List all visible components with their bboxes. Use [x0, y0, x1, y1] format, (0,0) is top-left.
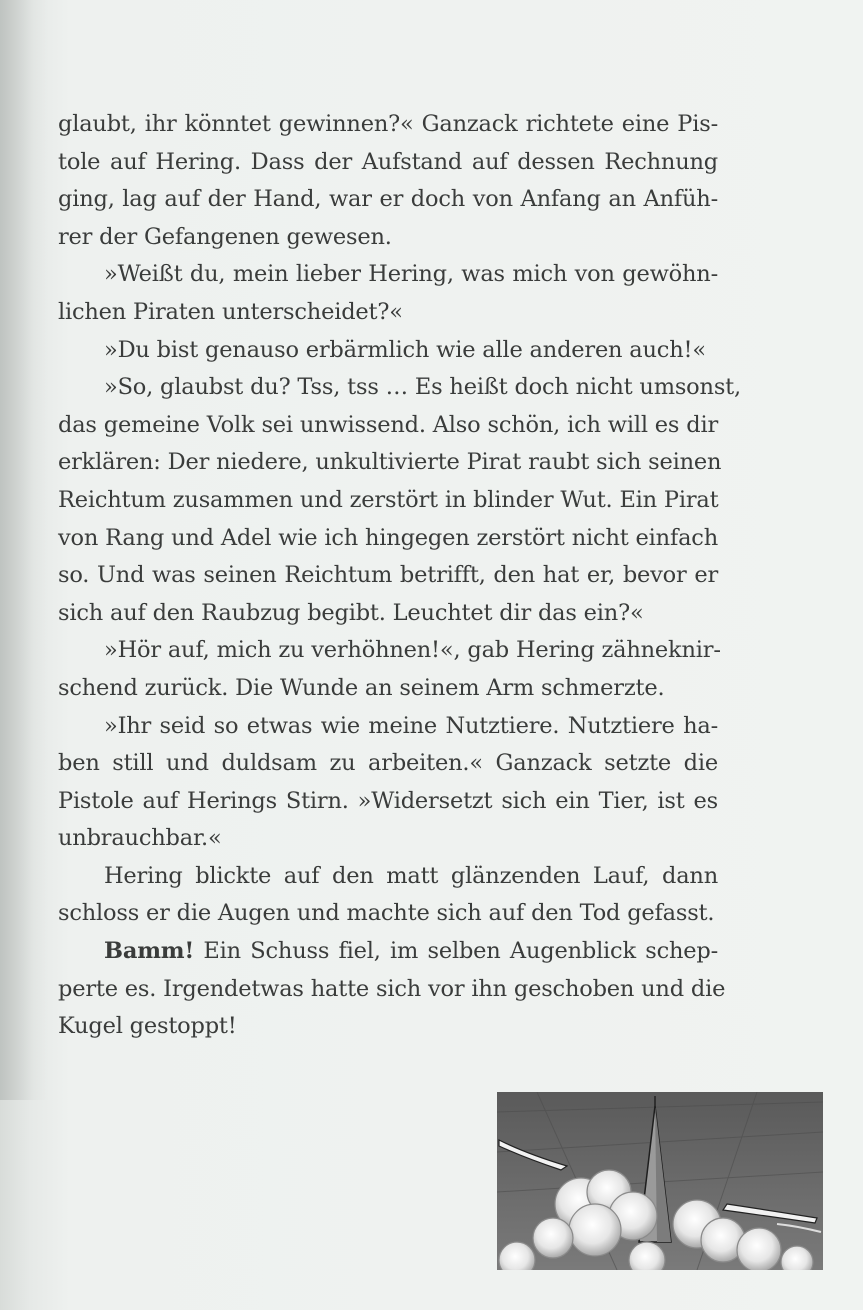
- illustration-explosion: [497, 1092, 823, 1270]
- text-line: lichen Piraten unterscheidet?«: [58, 298, 403, 325]
- text-line: »Ihr seid so etwas wie meine Nutztiere. Nutztiere ha-: [104, 712, 718, 739]
- text-line: perte es. Irgendetwas hatte sich vor ihn geschoben und die: [58, 975, 726, 1002]
- text-line: glaubt, ihr könntet gewinnen?« Ganzack richtete eine Pis-: [58, 111, 718, 137]
- text-line: ging, lag auf der Hand, war er doch von Anfang an Anfüh-: [58, 186, 718, 213]
- text-line: Reichtum zusammen und zerstört in blinder Wut. Ein Pirat: [58, 486, 719, 513]
- illustration-graphic: [497, 1092, 823, 1270]
- text-line: ben still und duldsam zu arbeiten.« Ganzack setzte die: [58, 750, 718, 777]
- text-line: Pistole auf Herings Stirn. »Widersetzt sich ein Tier, ist es: [58, 787, 718, 814]
- text-line: »Weißt du, mein lieber Hering, was mich von gewöhn-: [104, 261, 718, 288]
- text-line: so. Und was seinen Reichtum betrifft, den hat er, bevor er: [58, 562, 718, 589]
- text-line: rer der Gefangenen gewesen.: [58, 223, 392, 250]
- text-line: »Du bist genauso erbärmlich wie alle anderen auch!«: [104, 336, 706, 363]
- text-line: erklären: Der niedere, unkultivierte Pirat raubt sich seinen: [58, 449, 722, 476]
- text-line: Kugel gestoppt!: [58, 1013, 237, 1040]
- sound-effect-bold: Bamm!: [104, 938, 195, 965]
- text-line: [58, 933, 718, 971]
- text-line: Hering blickte auf den matt glänzenden Lauf, dann: [104, 862, 718, 889]
- text-line: »Hör auf, mich zu verhöhnen!«, gab Hering zähneknir-: [104, 637, 721, 664]
- body-text: [58, 106, 741, 1046]
- text-line: schend zurück. Die Wunde an seinem Arm schmerzte.: [58, 674, 665, 701]
- text-line: unbrauchbar.«: [58, 825, 222, 852]
- text-line: »So, glaubst du? Tss, tss … Es heißt doch nicht umsonst,: [104, 374, 741, 401]
- text-line: schloss er die Augen und machte sich auf den Tod gefasst.: [58, 900, 715, 927]
- text-line-rest: Ein Schuss fiel, im selben Augenblick schep-: [194, 938, 718, 965]
- text-line: das gemeine Volk sei unwissend. Also schön, ich will es dir: [58, 411, 718, 438]
- text-line: sich auf den Raubzug begibt. Leuchtet dir das ein?«: [58, 599, 644, 626]
- gutter-shadow: [0, 0, 48, 1100]
- text-line: von Rang und Adel wie ich hingegen zerstört nicht einfach: [58, 524, 718, 551]
- text-line: tole auf Hering. Dass der Aufstand auf dessen Rechnung: [58, 148, 718, 175]
